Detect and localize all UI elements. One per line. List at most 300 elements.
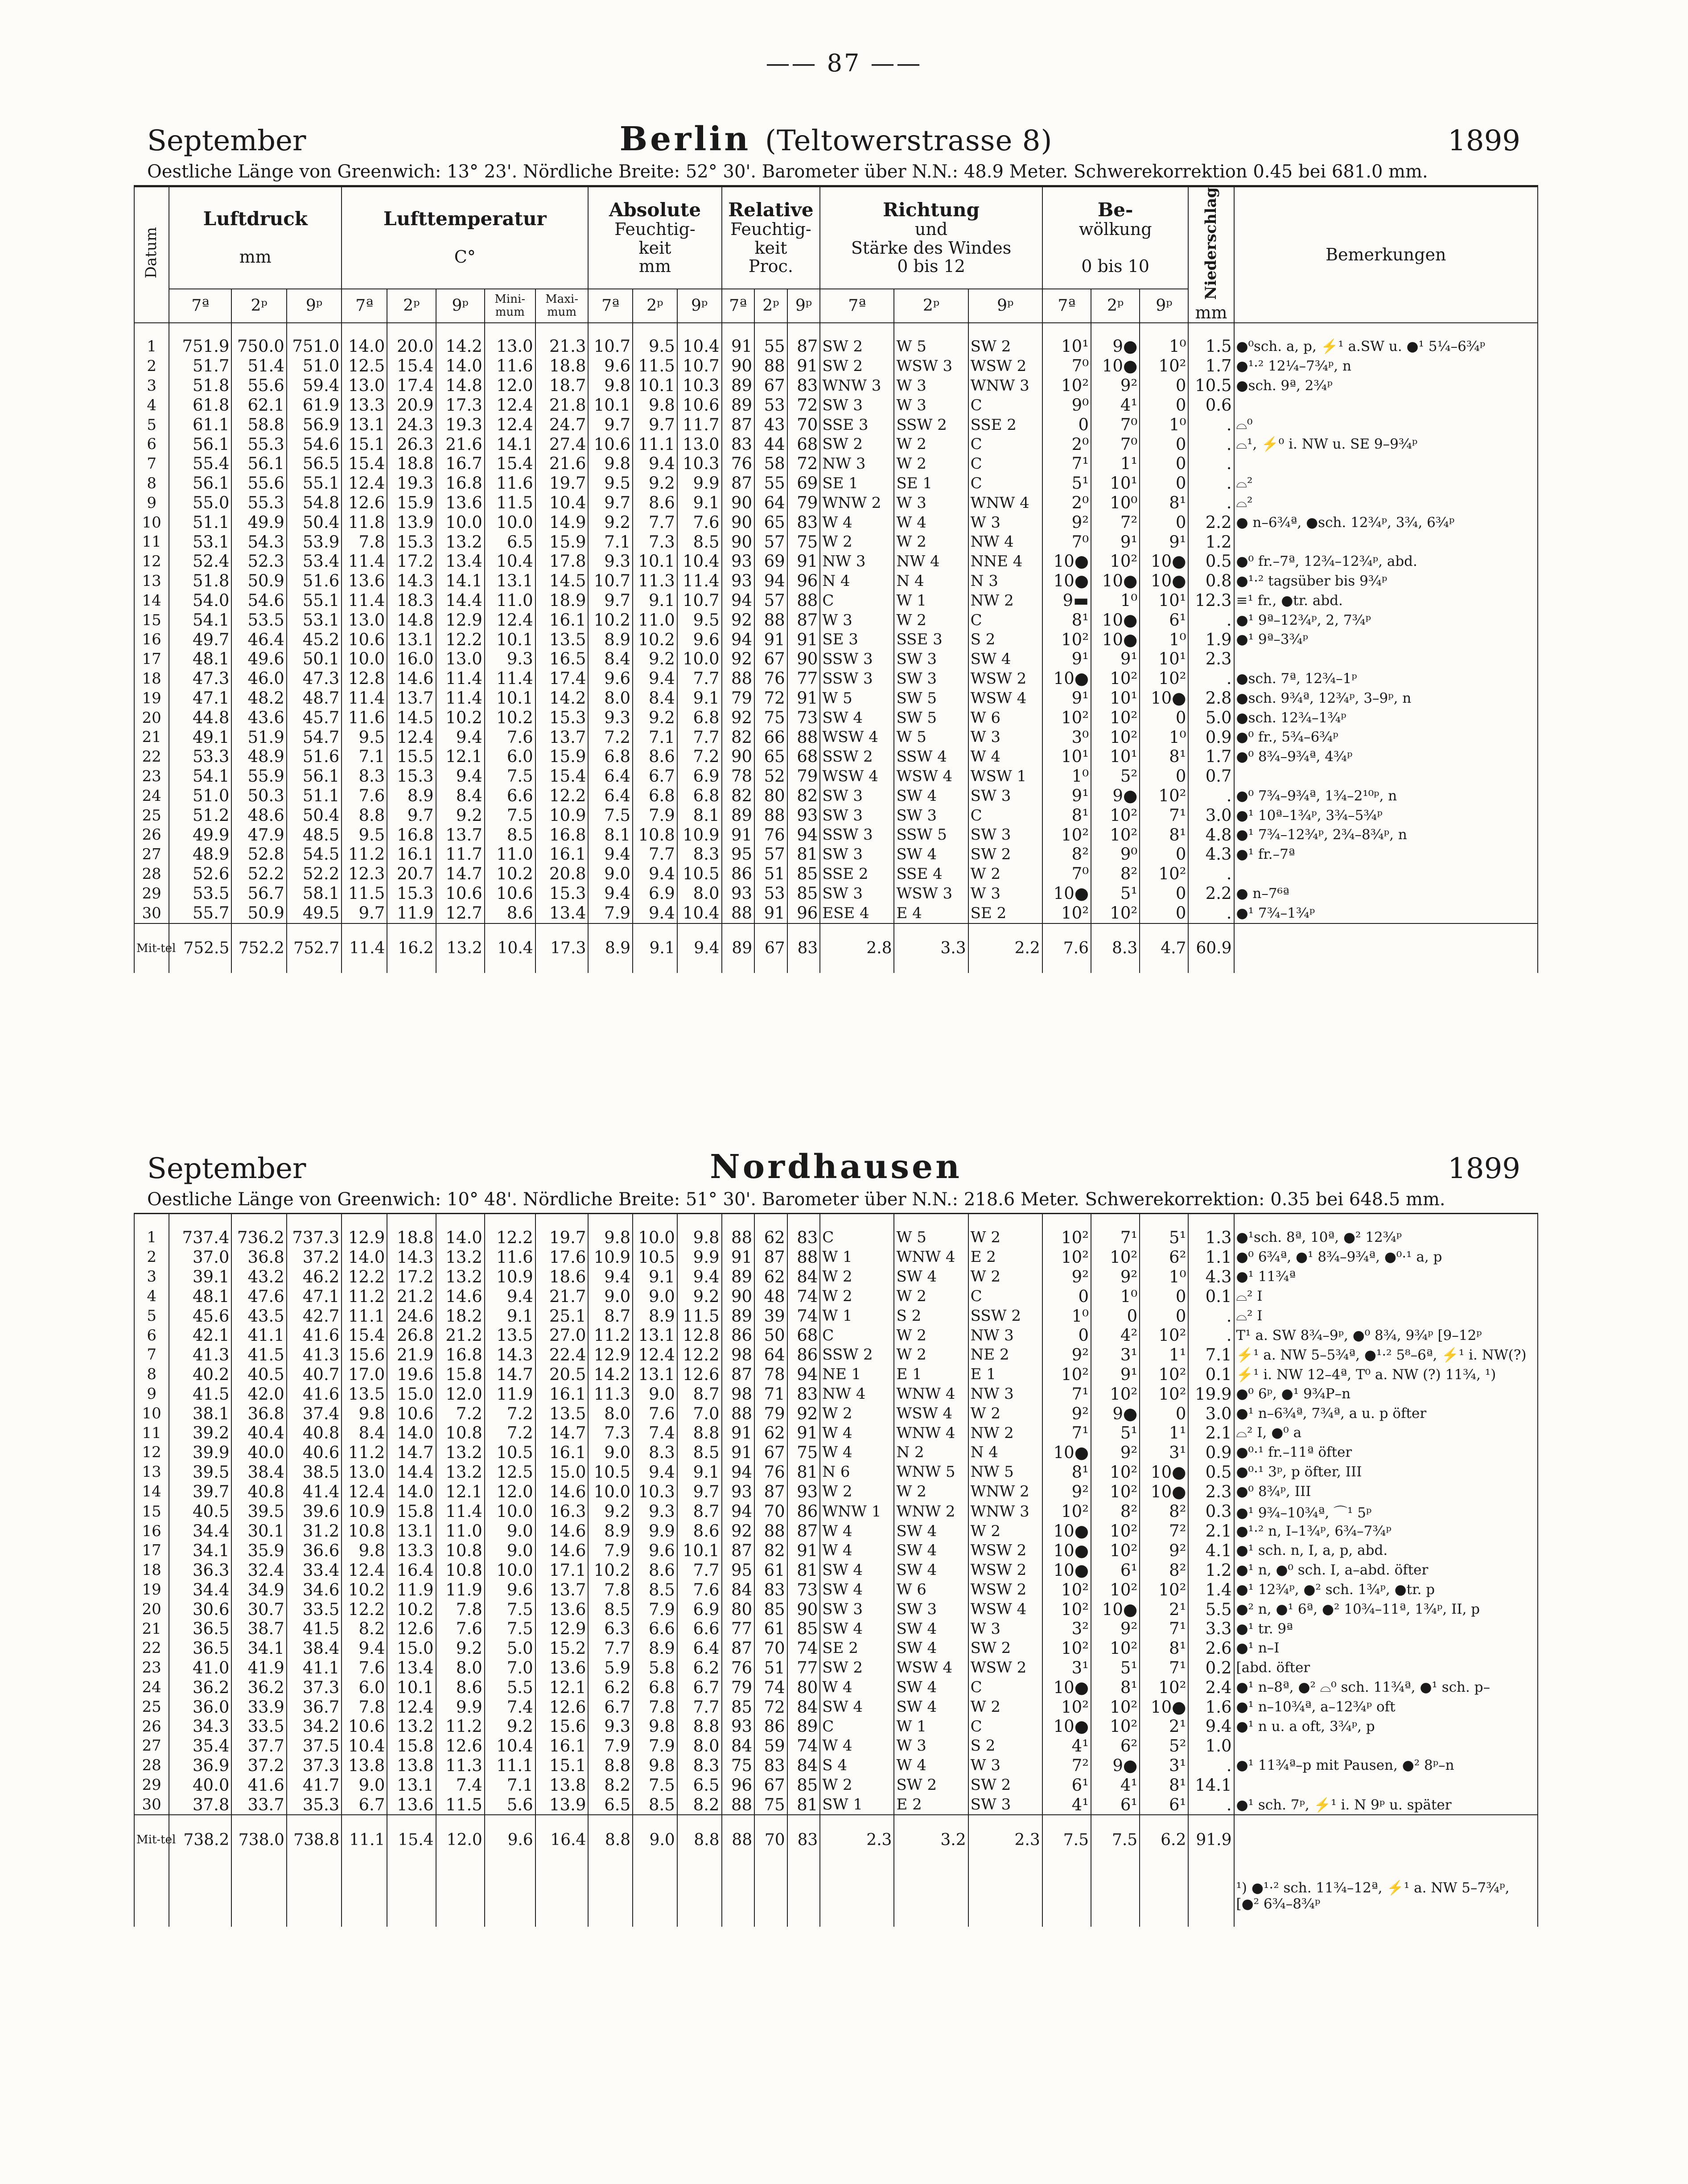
- nordhausen-header: [134, 1141, 1538, 1186]
- cell-cloud-9p: 10²: [1140, 1677, 1188, 1697]
- cell-wind-2p: E 4: [894, 903, 968, 923]
- cell-press-2p: 736.2: [231, 1214, 286, 1247]
- cell-rel-hum-2p: 65: [754, 747, 787, 766]
- cell-press-7a: 40.5: [169, 1501, 231, 1521]
- berlin-station-name: Berlin: [619, 120, 751, 158]
- cell-temp-min: 7.6: [485, 728, 535, 747]
- cell-rel-hum-7a: 90: [722, 513, 755, 532]
- cell-rel-hum-2p: 78: [754, 1364, 787, 1384]
- cell-temp-7a: 8.4: [342, 1423, 387, 1442]
- cell-wind-2p: W 2: [894, 1326, 968, 1345]
- cell-abs-hum-2p: 9.1: [633, 1267, 677, 1286]
- cell-abs-hum-9p: 9.9: [677, 1247, 722, 1267]
- cell-abs-hum-7a: 10.0: [588, 1482, 633, 1501]
- cell-press-2p: 30.7: [231, 1599, 286, 1619]
- cell-rel-hum-7a: 89: [722, 1267, 755, 1286]
- cell-precip: 0.6: [1188, 396, 1234, 415]
- table-row: [134, 1267, 1538, 1286]
- cell-rel-hum-7a: 89: [722, 396, 755, 415]
- cell-press-7a: 56.1: [169, 474, 231, 493]
- cell-rel-hum-7a: 79: [722, 1677, 755, 1697]
- cell-rel-hum-9p: 69: [787, 474, 820, 493]
- cell-remarks: ●¹ 11¾ª–p mit Pausen, ●² 8ᵖ–n: [1234, 1755, 1538, 1775]
- cell-cloud-2p: 9●: [1091, 323, 1140, 356]
- cell-temp-7a: 15.4: [342, 454, 387, 474]
- cell-rel-hum-2p: 50: [754, 1326, 787, 1345]
- cell-rel-hum-7a: 87: [722, 474, 755, 493]
- sub-7a: 7ª: [820, 289, 894, 323]
- cell-wind-7a: SSE 2: [820, 864, 894, 884]
- cell-temp-7a: 11.5: [342, 884, 387, 903]
- cell-precip: 10.5: [1188, 376, 1234, 396]
- cell-wind-7a: W 4: [820, 513, 894, 532]
- mean-row: [134, 1815, 1538, 1864]
- cell-temp-2p: 11.9: [387, 1580, 436, 1599]
- cell-rel-hum-9p: 84: [787, 1697, 820, 1717]
- cell-temp-9p: 7.6: [436, 1619, 485, 1638]
- cell-rel-hum-2p: 52: [754, 766, 787, 786]
- cell-press-9p: 41.5: [287, 1619, 342, 1638]
- cell-cloud-9p: 1⁰: [1140, 415, 1188, 435]
- cell-temp-9p: 8.4: [436, 786, 485, 806]
- cell-press-2p: 55.3: [231, 493, 286, 513]
- cell-temp-9p: 11.3: [436, 1755, 485, 1775]
- cell-rel-hum-7a: 89: [722, 806, 755, 825]
- cell-rel-hum-7a: 88: [722, 903, 755, 923]
- cell-abs-hum-2p: 13.1: [633, 1326, 677, 1345]
- cell-press-2p: 51.4: [231, 356, 286, 376]
- mean-wind-2p: 3.3: [894, 923, 968, 973]
- cell-temp-7a: 9.5: [342, 728, 387, 747]
- cell-cloud-9p: 10²: [1140, 864, 1188, 884]
- cell-press-9p: 36.6: [287, 1541, 342, 1560]
- cell-temp-9p: 21.2: [436, 1326, 485, 1345]
- footnote: ¹) ●¹·² sch. 11¾–12ª, ⚡¹ a. NW 5–7¾ᵖ, [●² 6¾–8¾ᵖ: [1234, 1864, 1538, 1927]
- cell-rel-hum-9p: 83: [787, 376, 820, 396]
- cell-precip: 1.2: [1188, 532, 1234, 552]
- cell-cloud-9p: 8¹: [1140, 747, 1188, 766]
- cell-day: 22: [134, 747, 169, 766]
- cell-press-2p: 33.9: [231, 1697, 286, 1717]
- cell-cloud-2p: 10²: [1091, 825, 1140, 845]
- cell-wind-2p: WNW 2: [894, 1501, 968, 1521]
- cell-abs-hum-7a: 9.6: [588, 669, 633, 688]
- cell-temp-min: 7.1: [485, 1775, 535, 1795]
- cell-precip: .: [1188, 415, 1234, 435]
- cell-abs-hum-9p: 10.4: [677, 552, 722, 571]
- cell-precip: 4.8: [1188, 825, 1234, 845]
- cell-temp-max: 14.2: [535, 688, 589, 708]
- table-row: [134, 571, 1538, 591]
- cell-press-9p: 48.5: [287, 825, 342, 845]
- sub-max: Maxi-mum: [535, 289, 589, 323]
- cell-precip: .: [1188, 1755, 1234, 1775]
- cell-cloud-2p: 9●: [1091, 786, 1140, 806]
- col-niederschlag: Niederschlag mm: [1188, 187, 1234, 323]
- cell-wind-7a: W 4: [820, 1736, 894, 1755]
- mean-rel-hum-7a: 88: [722, 1815, 755, 1864]
- cell-rel-hum-7a: 90: [722, 356, 755, 376]
- cell-temp-min: 10.9: [485, 1267, 535, 1286]
- cell-abs-hum-2p: 9.1: [633, 591, 677, 610]
- cell-wind-2p: W 2: [894, 454, 968, 474]
- cell-temp-min: 7.2: [485, 1423, 535, 1442]
- footnote-spacer: [342, 1864, 387, 1927]
- cell-temp-min: 10.1: [485, 688, 535, 708]
- cell-temp-max: 18.6: [535, 1267, 589, 1286]
- table-row: [134, 376, 1538, 396]
- cell-abs-hum-2p: 9.8: [633, 1755, 677, 1775]
- cell-temp-min: 12.4: [485, 610, 535, 630]
- cell-press-7a: 40.0: [169, 1775, 231, 1795]
- cell-temp-2p: 15.4: [387, 356, 436, 376]
- cell-precip: 0.7: [1188, 766, 1234, 786]
- cell-press-9p: 41.1: [287, 1658, 342, 1677]
- cell-temp-2p: 14.7: [387, 1442, 436, 1462]
- cell-abs-hum-7a: 8.0: [588, 1404, 633, 1423]
- col-abs-feuchtigkeit: Absolute Feuchtig- keit mm: [588, 187, 721, 289]
- cell-cloud-9p: 0: [1140, 1286, 1188, 1306]
- cell-press-7a: 38.1: [169, 1404, 231, 1423]
- cell-precip: 1.9: [1188, 630, 1234, 649]
- mean-rel-hum-9p: 83: [787, 1815, 820, 1864]
- cell-remarks: ●¹sch. 8ª, 10ª, ●² 12¾ᵖ: [1234, 1214, 1538, 1247]
- cell-rel-hum-2p: 75: [754, 1795, 787, 1815]
- cell-abs-hum-2p: 7.7: [633, 845, 677, 864]
- cell-rel-hum-9p: 85: [787, 1619, 820, 1638]
- cell-temp-9p: 11.0: [436, 1521, 485, 1541]
- table-row: [134, 1795, 1538, 1815]
- cell-rel-hum-2p: 62: [754, 1423, 787, 1442]
- cell-rel-hum-2p: 67: [754, 376, 787, 396]
- cell-wind-2p: SSW 5: [894, 825, 968, 845]
- cell-temp-2p: 17.2: [387, 1267, 436, 1286]
- cell-temp-9p: 10.8: [436, 1560, 485, 1580]
- cell-cloud-7a: 9²: [1042, 1267, 1091, 1286]
- cell-remarks: ●¹·² n, I–1¾ᵖ, 6¾–7¾ᵖ: [1234, 1521, 1538, 1541]
- table-row: [134, 1364, 1538, 1384]
- cell-rel-hum-9p: 89: [787, 1717, 820, 1736]
- cell-rel-hum-9p: 90: [787, 649, 820, 669]
- cell-press-7a: 36.9: [169, 1755, 231, 1775]
- mean-cloud-2p: 8.3: [1091, 923, 1140, 973]
- cell-temp-max: 10.9: [535, 806, 589, 825]
- cell-abs-hum-2p: 8.5: [633, 1580, 677, 1599]
- cell-press-7a: 51.1: [169, 513, 231, 532]
- cell-wind-2p: SW 4: [894, 786, 968, 806]
- cell-rel-hum-2p: 43: [754, 415, 787, 435]
- cell-press-9p: 39.6: [287, 1501, 342, 1521]
- cell-remarks: ⌓²: [1234, 474, 1538, 493]
- cell-cloud-7a: 0: [1042, 1326, 1091, 1345]
- cell-rel-hum-9p: 91: [787, 630, 820, 649]
- cell-abs-hum-2p: 9.0: [633, 1286, 677, 1306]
- cell-temp-9p: 10.2: [436, 708, 485, 728]
- cell-wind-7a: SW 4: [820, 1619, 894, 1638]
- cell-rel-hum-7a: 88: [722, 1214, 755, 1247]
- cell-press-7a: 54.1: [169, 766, 231, 786]
- mean-cloud-9p: 4.7: [1140, 923, 1188, 973]
- cell-abs-hum-2p: 6.8: [633, 1677, 677, 1697]
- cell-temp-9p: 14.6: [436, 1286, 485, 1306]
- cell-cloud-2p: 1⁰: [1091, 1286, 1140, 1306]
- cell-cloud-2p: 10²: [1091, 806, 1140, 825]
- cell-temp-2p: 18.8: [387, 454, 436, 474]
- cell-remarks: [1234, 396, 1538, 415]
- cell-rel-hum-2p: 39: [754, 1306, 787, 1326]
- cell-abs-hum-9p: 7.7: [677, 728, 722, 747]
- cell-temp-max: 13.7: [535, 728, 589, 747]
- cell-cloud-2p: 1¹: [1091, 454, 1140, 474]
- cell-wind-2p: E 1: [894, 1364, 968, 1384]
- cell-press-9p: 49.5: [287, 903, 342, 923]
- cell-wind-2p: SW 4: [894, 1638, 968, 1658]
- cell-rel-hum-7a: 95: [722, 845, 755, 864]
- cell-temp-2p: 15.0: [387, 1384, 436, 1404]
- cell-abs-hum-2p: 10.0: [633, 1214, 677, 1247]
- cell-wind-7a: SSW 3: [820, 669, 894, 688]
- cell-rel-hum-7a: 79: [722, 688, 755, 708]
- cell-cloud-7a: 7¹: [1042, 1423, 1091, 1442]
- sub-2p: 2ᵖ: [387, 289, 436, 323]
- mean-abs-hum-7a: 8.8: [588, 1815, 633, 1864]
- cell-remarks: ●¹ sch. n, I, a, p, abd.: [1234, 1541, 1538, 1560]
- cell-abs-hum-7a: 6.2: [588, 1677, 633, 1697]
- mean-temp-7a: 11.1: [342, 1815, 387, 1864]
- cell-wind-9p: C: [968, 1286, 1042, 1306]
- cell-cloud-2p: 10²: [1091, 708, 1140, 728]
- cell-remarks: ●sch. 7ª, 12¾–1ᵖ: [1234, 669, 1538, 688]
- cell-wind-9p: NW 4: [968, 532, 1042, 552]
- cell-temp-min: 7.4: [485, 1697, 535, 1717]
- cell-abs-hum-9p: 12.8: [677, 1326, 722, 1345]
- cell-cloud-7a: 10²: [1042, 630, 1091, 649]
- cell-wind-7a: W 3: [820, 610, 894, 630]
- cell-cloud-9p: 0: [1140, 435, 1188, 454]
- cell-rel-hum-7a: 98: [722, 1384, 755, 1404]
- cell-rel-hum-7a: 93: [722, 1717, 755, 1736]
- cell-temp-min: 10.2: [485, 708, 535, 728]
- cell-precip: 1.2: [1188, 1560, 1234, 1580]
- cell-cloud-2p: 7⁰: [1091, 435, 1140, 454]
- cell-rel-hum-7a: 76: [722, 1658, 755, 1677]
- cell-abs-hum-7a: 9.8: [588, 454, 633, 474]
- cell-rel-hum-2p: 53: [754, 884, 787, 903]
- cell-abs-hum-7a: 9.7: [588, 415, 633, 435]
- cell-cloud-2p: 10●: [1091, 610, 1140, 630]
- cell-rel-hum-9p: 90: [787, 1599, 820, 1619]
- cell-precip: 0.1: [1188, 1286, 1234, 1306]
- cell-abs-hum-7a: 8.9: [588, 1521, 633, 1541]
- cell-press-7a: 36.3: [169, 1560, 231, 1580]
- cell-press-2p: 54.6: [231, 591, 286, 610]
- cell-temp-2p: 15.0: [387, 1638, 436, 1658]
- cell-press-2p: 49.6: [231, 649, 286, 669]
- cell-temp-min: 8.6: [485, 903, 535, 923]
- cell-wind-9p: E 1: [968, 1364, 1042, 1384]
- cell-cloud-7a: 9²: [1042, 1345, 1091, 1364]
- cell-press-9p: 45.2: [287, 630, 342, 649]
- nordhausen-station-name: Nordhausen: [710, 1148, 962, 1186]
- cell-wind-2p: SW 4: [894, 1560, 968, 1580]
- cell-temp-7a: 10.4: [342, 1736, 387, 1755]
- cell-rel-hum-2p: 79: [754, 1404, 787, 1423]
- cell-abs-hum-7a: 12.9: [588, 1345, 633, 1364]
- cell-abs-hum-2p: 10.3: [633, 1482, 677, 1501]
- cell-cloud-7a: 10²: [1042, 1247, 1091, 1267]
- cell-rel-hum-2p: 70: [754, 1501, 787, 1521]
- cell-rel-hum-2p: 94: [754, 571, 787, 591]
- cell-abs-hum-7a: 9.7: [588, 493, 633, 513]
- cell-temp-7a: 10.8: [342, 1521, 387, 1541]
- cell-temp-min: 11.9: [485, 1384, 535, 1404]
- cell-wind-7a: SW 4: [820, 1560, 894, 1580]
- cell-wind-9p: SW 2: [968, 1638, 1042, 1658]
- cell-press-9p: 45.7: [287, 708, 342, 728]
- cell-abs-hum-2p: 8.6: [633, 747, 677, 766]
- cell-rel-hum-7a: 88: [722, 1795, 755, 1815]
- cell-day: 15: [134, 610, 169, 630]
- cell-day: 23: [134, 766, 169, 786]
- cell-abs-hum-7a: 7.8: [588, 1580, 633, 1599]
- cell-precip: 19.9: [1188, 1384, 1234, 1404]
- cell-temp-7a: 9.0: [342, 1775, 387, 1795]
- cell-rel-hum-2p: 86: [754, 1717, 787, 1736]
- cell-rel-hum-7a: 92: [722, 1521, 755, 1541]
- cell-rel-hum-7a: 77: [722, 1619, 755, 1638]
- cell-rel-hum-7a: 87: [722, 1541, 755, 1560]
- cell-temp-min: 12.4: [485, 415, 535, 435]
- cell-temp-2p: 18.8: [387, 1214, 436, 1247]
- cell-rel-hum-9p: 84: [787, 1267, 820, 1286]
- cell-day: 29: [134, 884, 169, 903]
- cell-temp-max: 21.8: [535, 396, 589, 415]
- cell-rel-hum-7a: 86: [722, 1326, 755, 1345]
- cell-wind-2p: WNW 4: [894, 1247, 968, 1267]
- cell-rel-hum-9p: 73: [787, 708, 820, 728]
- cell-temp-min: 9.0: [485, 1541, 535, 1560]
- cell-press-9p: 33.4: [287, 1560, 342, 1580]
- cell-cloud-7a: 10²: [1042, 1501, 1091, 1521]
- cell-abs-hum-9p: 10.3: [677, 376, 722, 396]
- cell-press-9p: 40.7: [287, 1364, 342, 1384]
- sub-9p: 9ᵖ: [787, 289, 820, 323]
- cell-temp-max: 13.7: [535, 1580, 589, 1599]
- cell-abs-hum-2p: 9.0: [633, 1384, 677, 1404]
- cell-temp-7a: 6.0: [342, 1677, 387, 1697]
- mean-press-2p: 752.2: [231, 923, 286, 973]
- cell-wind-2p: W 2: [894, 532, 968, 552]
- cell-wind-2p: NW 4: [894, 552, 968, 571]
- cell-precip: 2.3: [1188, 649, 1234, 669]
- cell-temp-2p: 26.8: [387, 1326, 436, 1345]
- cell-remarks: ⚡¹ i. NW 12–4ª, T⁰ a. NW (?) 11¾, ¹): [1234, 1364, 1538, 1384]
- cell-rel-hum-2p: 76: [754, 1462, 787, 1482]
- cell-press-7a: 48.1: [169, 1286, 231, 1306]
- cell-cloud-7a: 10²: [1042, 1364, 1091, 1384]
- cell-precip: .: [1188, 610, 1234, 630]
- table-row: [134, 747, 1538, 766]
- cell-cloud-7a: 8¹: [1042, 1462, 1091, 1482]
- cell-temp-max: 15.9: [535, 747, 589, 766]
- cell-press-7a: 37.8: [169, 1795, 231, 1815]
- mean-temp-min: 10.4: [485, 923, 535, 973]
- mean-temp-min: 9.6: [485, 1815, 535, 1864]
- cell-temp-7a: 8.3: [342, 766, 387, 786]
- cell-temp-7a: 13.0: [342, 1462, 387, 1482]
- cell-wind-7a: SW 4: [820, 1580, 894, 1599]
- cell-cloud-9p: 7¹: [1140, 1658, 1188, 1677]
- cell-rel-hum-2p: 55: [754, 323, 787, 356]
- cell-temp-min: 13.0: [485, 323, 535, 356]
- cell-abs-hum-2p: 9.8: [633, 1717, 677, 1736]
- cell-abs-hum-2p: 10.1: [633, 552, 677, 571]
- cell-cloud-7a: 10²: [1042, 1697, 1091, 1717]
- cell-rel-hum-7a: 91: [722, 1247, 755, 1267]
- cell-rel-hum-2p: 55: [754, 474, 787, 493]
- cell-temp-9p: 17.3: [436, 396, 485, 415]
- cell-press-7a: 52.4: [169, 552, 231, 571]
- table-row: [134, 1286, 1538, 1306]
- cell-abs-hum-7a: 7.3: [588, 1423, 633, 1442]
- cell-temp-2p: 15.3: [387, 884, 436, 903]
- table-row: [134, 1384, 1538, 1404]
- cell-abs-hum-2p: 12.4: [633, 1345, 677, 1364]
- cell-press-2p: 53.5: [231, 610, 286, 630]
- cell-remarks: ⌓⁰: [1234, 415, 1538, 435]
- cell-day: 6: [134, 1326, 169, 1345]
- cell-rel-hum-2p: 58: [754, 454, 787, 474]
- page-number: —— 87 ——: [766, 49, 922, 77]
- cell-day: 24: [134, 786, 169, 806]
- cell-abs-hum-9p: 12.2: [677, 1345, 722, 1364]
- cell-remarks: ●⁰·¹ 3ᵖ, p öfter, III: [1234, 1462, 1538, 1482]
- cell-temp-9p: 13.2: [436, 1247, 485, 1267]
- cell-precip: 1.6: [1188, 1697, 1234, 1717]
- cell-temp-7a: 12.9: [342, 1214, 387, 1247]
- cell-remarks: ●⁰ 7¾–9¾ª, 1¾–2¹⁰ᵖ, n: [1234, 786, 1538, 806]
- cell-abs-hum-9p: 8.3: [677, 1755, 722, 1775]
- cell-wind-9p: SSE 2: [968, 415, 1042, 435]
- mean-rel-hum-2p: 70: [754, 1815, 787, 1864]
- cell-wind-2p: WSW 4: [894, 766, 968, 786]
- cell-remarks: ⌓²: [1234, 493, 1538, 513]
- cell-press-2p: 35.9: [231, 1541, 286, 1560]
- cell-press-2p: 48.9: [231, 747, 286, 766]
- cell-rel-hum-2p: 88: [754, 356, 787, 376]
- cell-wind-9p: C: [968, 454, 1042, 474]
- cell-temp-9p: 15.8: [436, 1364, 485, 1384]
- cell-temp-7a: 9.7: [342, 903, 387, 923]
- cell-wind-2p: SE 1: [894, 474, 968, 493]
- cell-rel-hum-9p: 84: [787, 1755, 820, 1775]
- cell-cloud-7a: 7⁰: [1042, 532, 1091, 552]
- cell-temp-7a: 13.6: [342, 571, 387, 591]
- cell-temp-9p: 11.5: [436, 1795, 485, 1815]
- cell-temp-min: 5.5: [485, 1677, 535, 1697]
- cell-press-9p: 54.5: [287, 845, 342, 864]
- table-row: [134, 356, 1538, 376]
- cell-cloud-7a: 4¹: [1042, 1736, 1091, 1755]
- footnote-spacer: [787, 1864, 820, 1927]
- cell-rel-hum-9p: 88: [787, 1247, 820, 1267]
- cell-abs-hum-9p: 8.8: [677, 1717, 722, 1736]
- cell-cloud-7a: 10²: [1042, 1599, 1091, 1619]
- cell-abs-hum-7a: 7.2: [588, 728, 633, 747]
- cell-day: 9: [134, 493, 169, 513]
- cell-temp-2p: 14.8: [387, 610, 436, 630]
- col-luftdruck: Luftdruck mm: [169, 187, 342, 289]
